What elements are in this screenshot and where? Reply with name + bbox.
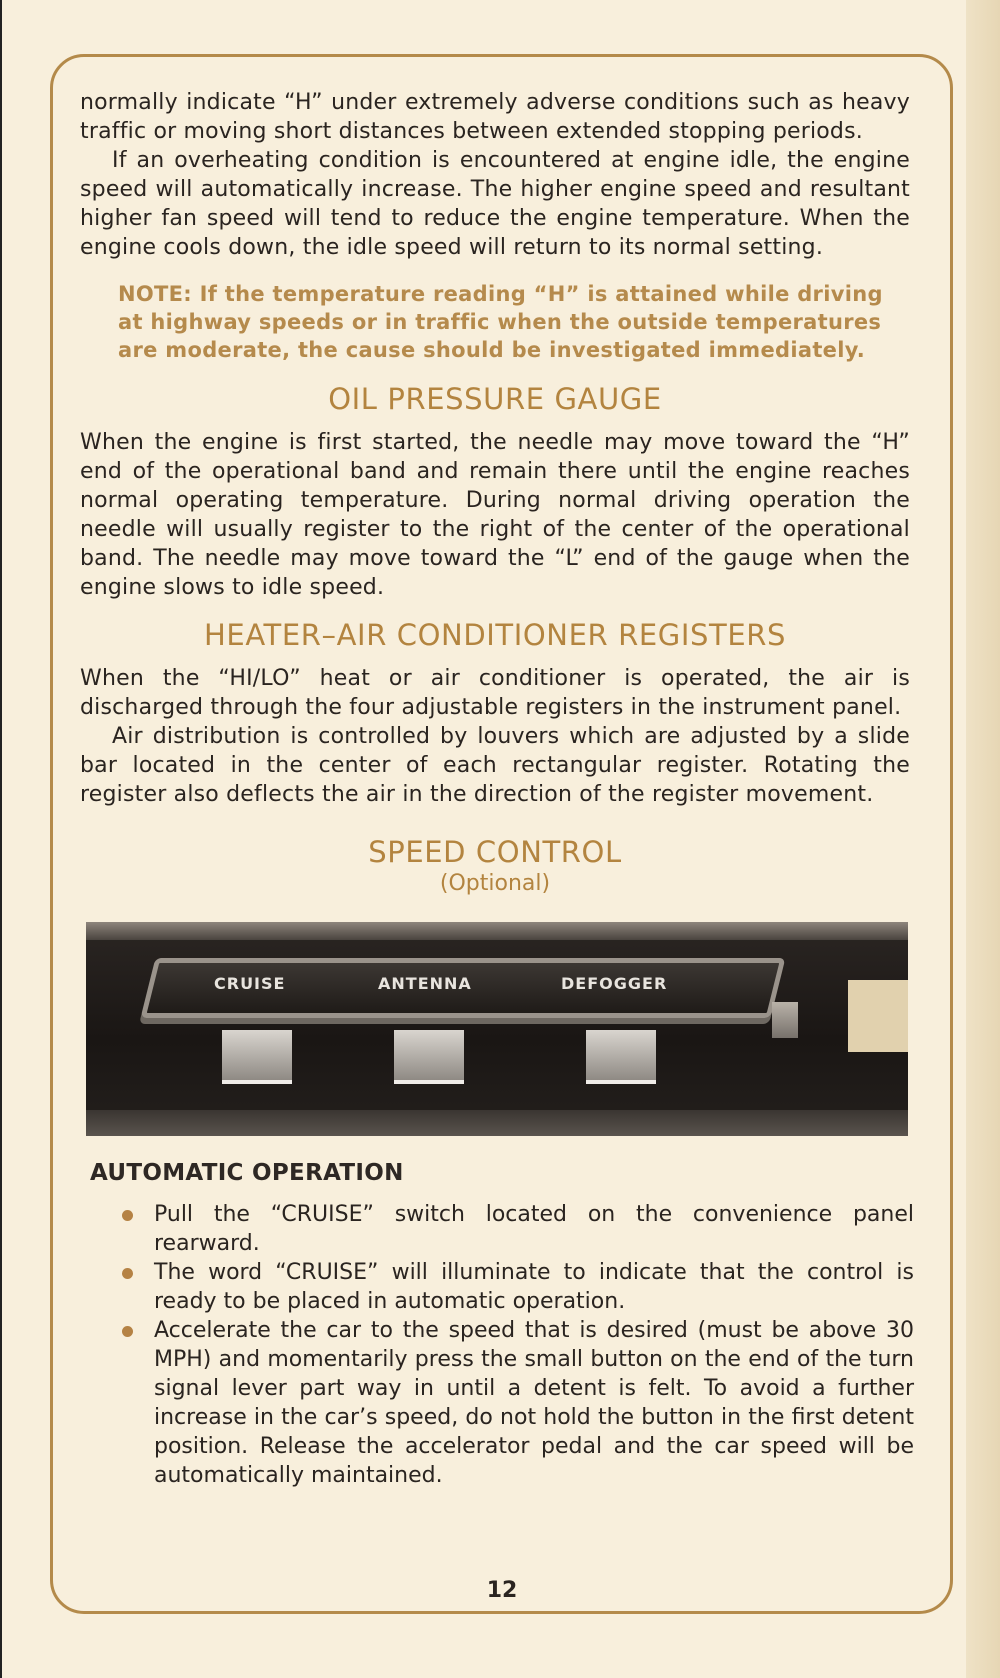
cruise-label: CRUISE <box>214 974 286 993</box>
list-item <box>80 1258 914 1316</box>
bullet-icon <box>122 1268 133 1279</box>
speed-control-optional: (Optional) <box>439 871 551 896</box>
antenna-label: ANTENNA <box>378 974 472 993</box>
convenience-panel-photo <box>86 922 908 1136</box>
list-item <box>80 1200 914 1258</box>
intro-paragraph-2: If an overheating condition is encountered at engine idle, the engine speed will automatically increase. The higher engine speed and resultant higher fan speed will tend to reduce the engine temperature. When the engine cools down, the idle speed will return to its normal setting. <box>80 148 910 260</box>
heater-heading: HEATER–AIR CONDITIONER REGISTERS <box>204 618 786 652</box>
speed-control-heading: SPEED CONTROL <box>368 835 622 869</box>
page-content <box>80 88 914 1490</box>
panel-knob <box>848 980 908 1052</box>
cruise-switch <box>222 1030 292 1084</box>
step-text: Pull the “CRUISE” switch located on the convenience panel rearward. <box>154 1202 914 1256</box>
heater-paragraph-1: When the “HI/LO” heat or air conditioner is operated, the air is discharged through the four adjustable registers in the instrument panel. <box>80 666 910 720</box>
heater-paragraph-2: Air distribution is controlled by louvers which are adjusted by a slide bar located in the center of each rectangular register. Rotating the register also deflects the air in the direction of the register movement. <box>80 724 910 807</box>
page-edge <box>966 0 1000 1678</box>
panel-light <box>772 1002 798 1038</box>
bullet-icon <box>122 1210 133 1221</box>
defogger-switch <box>586 1030 656 1084</box>
step-text: The word “CRUISE” will illuminate to indicate that the control is ready to be placed in automatic operation. <box>154 1260 914 1314</box>
list-item <box>80 1316 914 1490</box>
step-text: Accelerate the car to the speed that is desired (must be above 30 MPH) and momentarily press the small button on the end of the turn signal lever part way in until a detent is felt. To avoid a further increase in the car’s speed, do not hold the button in the first detent position. Release the accelerator pedal and the car speed will be automatically maintained. <box>154 1318 914 1488</box>
defogger-label: DEFOGGER <box>561 974 668 993</box>
page-number: 12 <box>486 1578 518 1603</box>
automatic-operation-heading: AUTOMATIC OPERATION <box>90 1160 404 1186</box>
oil-pressure-paragraph: When the engine is first started, the needle may move toward the “H” end of the operational band and remain there until the engine reaches normal operating temperature. During normal driving operation the needle will usually register to the right of the center of the operational band. The needle may move toward the “L” end of the gauge when the engine slows to idle speed. <box>80 430 910 600</box>
operation-steps <box>80 1200 914 1490</box>
temperature-note: NOTE: If the temperature reading “H” is attained while driving at highway speeds or in traffic when the outside temperatures are moderate, the cause should be investigated immediately. <box>118 282 883 362</box>
panel-lower-trim <box>86 1110 908 1136</box>
panel-trim <box>86 922 908 940</box>
intro-paragraph-1: normally indicate “H” under extremely adverse conditions such as heavy traffic or moving short distances between extended stopping periods. <box>80 90 910 144</box>
bullet-icon <box>122 1326 133 1337</box>
antenna-switch <box>394 1030 464 1084</box>
oil-pressure-heading: OIL PRESSURE GAUGE <box>328 382 662 416</box>
